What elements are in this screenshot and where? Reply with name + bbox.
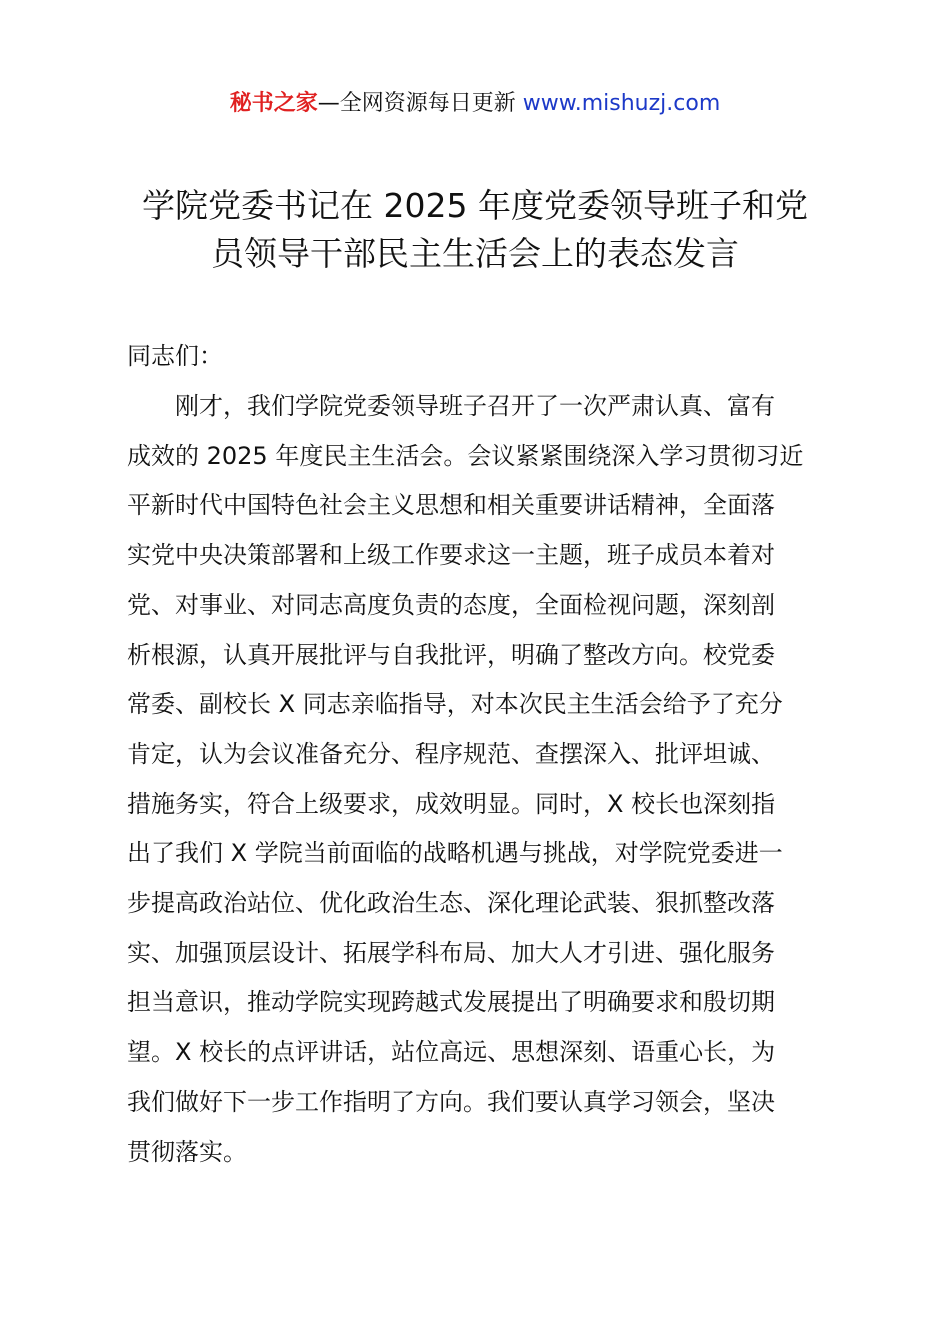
site-url-link[interactable]: www.mishuzj.com [522, 91, 721, 116]
paragraph-line: 贯彻落实。 [127, 1137, 247, 1166]
paragraph-line: 常委、副校长 X 同志亲临指导，对本次民主生活会给予了充分 [127, 690, 783, 719]
paragraph-line: 实党中央决策部署和上级工作要求这一主题，班子成员本着对 [127, 541, 775, 570]
paragraph-line: 刚才，我们学院党委领导班子召开了一次严肃认真、富有 [127, 392, 775, 420]
paragraph-line: 实、加强顶层设计、拓展学科布局、加大人才引进、强化服务 [127, 938, 775, 967]
paragraph-line: 担当意识，推动学院实现跨越式发展提出了明确要求和殷切期 [127, 988, 775, 1017]
paragraph-line: 步提高政治站位、优化政治生态、深化理论武装、狠抓整改落 [127, 889, 775, 918]
site-header [0, 86, 950, 122]
brand-name: 秘书之家 [229, 91, 318, 116]
salutation: 同志们： [127, 342, 223, 370]
paragraph-line: 党、对事业、对同志高度负责的态度，全面检视问题，深刻剖 [127, 590, 775, 619]
paragraph-line: 望。X 校长的点评讲话，站位高远、思想深刻、语重心长，为 [127, 1038, 776, 1067]
body-paragraph [127, 382, 837, 1177]
paragraph-line: 成效的 2025 年度民主生活会。会议紧紧围绕深入学习贯彻习近 [127, 441, 804, 470]
document-title [100, 182, 850, 278]
title-line: 员领导干部民主生活会上的表态发言 [211, 234, 739, 273]
paragraph-line: 我们做好下一步工作指明了方向。我们要认真学习领会，坚决 [127, 1087, 775, 1116]
paragraph-line: 出了我们 X 学院当前面临的战略机遇与挑战，对学院党委进一 [127, 839, 783, 868]
paragraph-line: 肯定，认为会议准备充分、程序规范、查摆深入、批评坦诚、 [127, 739, 775, 768]
paragraph-line: 析根源，认真开展批评与自我批评，明确了整改方向。校党委 [127, 640, 775, 669]
header-tagline: —全网资源每日更新 [317, 91, 523, 116]
title-line: 学院党委书记在 2025 年度党委领导班子和党 [142, 186, 808, 225]
paragraph-line: 措施务实，符合上级要求，成效明显。同时，X 校长也深刻指 [127, 789, 776, 818]
paragraph-line: 平新时代中国特色社会主义思想和相关重要讲话精神，全面落 [127, 491, 775, 520]
